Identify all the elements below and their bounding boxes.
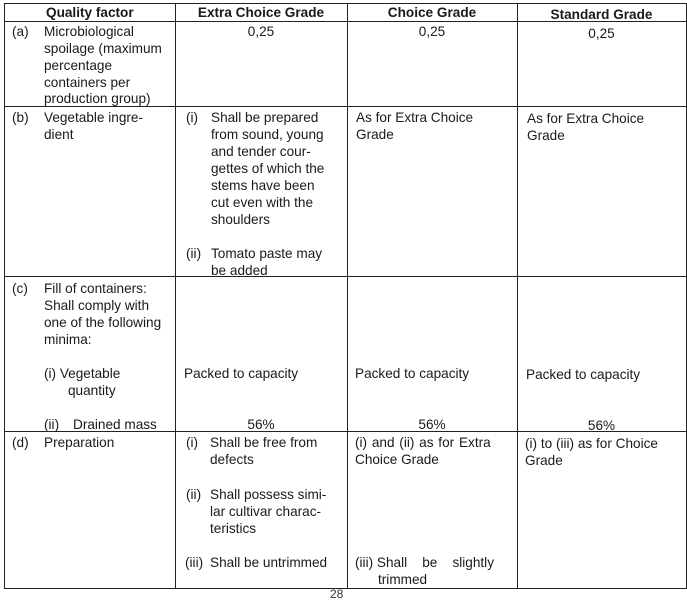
row-c-sub-ii-number: (ii) bbox=[44, 417, 60, 432]
row-c-factor-line-1: Fill of containers: bbox=[44, 281, 147, 296]
row-b-extra-choice-i-line-6: cut even with the bbox=[211, 195, 314, 210]
row-c-factor-line-4: minima: bbox=[44, 332, 92, 347]
row-c-extra-choice-quantity: Packed to capacity bbox=[184, 366, 299, 381]
row-d-extra-choice-ii-line-2: lar cultivar charac- bbox=[210, 504, 322, 519]
row-b-choice-line-1: As for Extra Choice bbox=[356, 110, 474, 125]
row-a-factor-line-1: Microbiological bbox=[44, 24, 134, 39]
header-choice-grade: Choice Grade bbox=[387, 5, 477, 20]
row-d-extra-choice-i-line-1: Shall be free from bbox=[210, 435, 318, 450]
row-c-factor-line-2: Shall comply with bbox=[44, 298, 150, 313]
table-divider-3 bbox=[517, 3, 518, 588]
row-d-label: (d) bbox=[12, 435, 29, 450]
row-c-sub-i-line-2: quantity bbox=[68, 383, 116, 398]
row-d-extra-choice-ii-line-1: Shall possess simi- bbox=[210, 487, 327, 502]
row-a-standard-value: 0,25 bbox=[588, 26, 615, 41]
row-b-label: (b) bbox=[12, 110, 29, 125]
row-c-choice-quantity: Packed to capacity bbox=[355, 366, 470, 381]
row-d-choice-i-ii-line-2: Choice Grade bbox=[355, 452, 439, 467]
row-c-factor-line-3: one of the following bbox=[44, 315, 162, 330]
table-border-left bbox=[4, 3, 5, 588]
row-b-extra-choice-ii-line-2: be added bbox=[211, 263, 268, 278]
row-b-standard-line-1: As for Extra Choice bbox=[527, 111, 645, 126]
row-b-factor-line-2: dient bbox=[44, 127, 74, 142]
row-d-factor: Preparation bbox=[44, 435, 115, 450]
row-c-label: (c) bbox=[12, 281, 28, 296]
table-divider-2 bbox=[347, 3, 348, 588]
row-a-factor-line-2: spoilage (maximum bbox=[44, 41, 162, 56]
row-c-choice-drained-mass: 56% bbox=[418, 417, 446, 432]
row-c-sub-ii-text: Drained mass bbox=[73, 417, 157, 432]
row-a-choice-value: 0,25 bbox=[418, 24, 446, 39]
page-number: 28 bbox=[330, 587, 344, 601]
table-divider-1 bbox=[175, 3, 176, 588]
row-c-extra-choice-drained-mass: 56% bbox=[247, 417, 275, 432]
row-d-extra-choice-ii-line-3: teristics bbox=[210, 521, 257, 536]
header-extra-choice-grade: Extra Choice Grade bbox=[197, 5, 325, 20]
row-d-extra-choice-i-number: (i) bbox=[186, 435, 199, 450]
row-b-extra-choice-i-line-1: Shall be prepared bbox=[211, 110, 319, 125]
row-d-choice-iii-line-1: (iii) Shall be slightly bbox=[355, 555, 495, 570]
row-b-extra-choice-i-line-7: shoulders bbox=[211, 212, 270, 227]
row-b-extra-choice-ii-line-1: Tomato paste may bbox=[211, 246, 323, 261]
row-d-choice-iii-line-2: trimmed bbox=[378, 572, 428, 587]
row-c-standard-drained-mass: 56% bbox=[587, 418, 616, 433]
row-c-sub-i-line-1: (i) Vegetable bbox=[44, 366, 121, 381]
row-b-rule bbox=[4, 276, 687, 277]
row-d-standard-line-2: Grade bbox=[525, 453, 563, 468]
row-d-choice-i-ii-line-1: (i) and (ii) as for Extra bbox=[355, 435, 491, 450]
row-d-extra-choice-i-line-2: defects bbox=[210, 452, 254, 467]
row-a-factor-line-5: production group) bbox=[44, 91, 151, 106]
row-b-extra-choice-i-line-2: from sound, young bbox=[211, 127, 324, 142]
row-a-label: (a) bbox=[12, 24, 29, 39]
row-b-extra-choice-i-number: (i) bbox=[186, 110, 199, 125]
row-b-extra-choice-ii-number: (ii) bbox=[186, 246, 202, 261]
row-d-extra-choice-iii-number: (iii) bbox=[185, 555, 204, 570]
row-b-extra-choice-i-line-5: stems have been bbox=[211, 178, 315, 193]
row-a-factor-line-3: percentage bbox=[44, 58, 113, 73]
row-b-extra-choice-i-line-3: and tender cour- bbox=[211, 144, 311, 159]
row-a-extra-choice-value: 0,25 bbox=[247, 24, 275, 39]
header-quality-factor: Quality factor bbox=[46, 5, 134, 20]
row-d-standard-line-1: (i) to (iii) as for Choice bbox=[525, 436, 658, 451]
row-b-factor-line-1: Vegetable ingre- bbox=[44, 110, 144, 125]
row-b-extra-choice-i-line-4: gettes of which the bbox=[211, 161, 325, 176]
row-c-standard-quantity: Packed to capacity bbox=[526, 367, 641, 382]
row-d-extra-choice-iii-text: Shall be untrimmed bbox=[210, 555, 328, 570]
row-b-choice-line-2: Grade bbox=[356, 127, 394, 142]
row-d-extra-choice-ii-number: (ii) bbox=[186, 487, 202, 502]
table-border-bottom bbox=[4, 588, 687, 589]
row-a-factor-line-4: containers per bbox=[44, 75, 131, 90]
row-b-standard-line-2: Grade bbox=[527, 128, 565, 143]
header-standard-grade: Standard Grade bbox=[550, 7, 653, 22]
